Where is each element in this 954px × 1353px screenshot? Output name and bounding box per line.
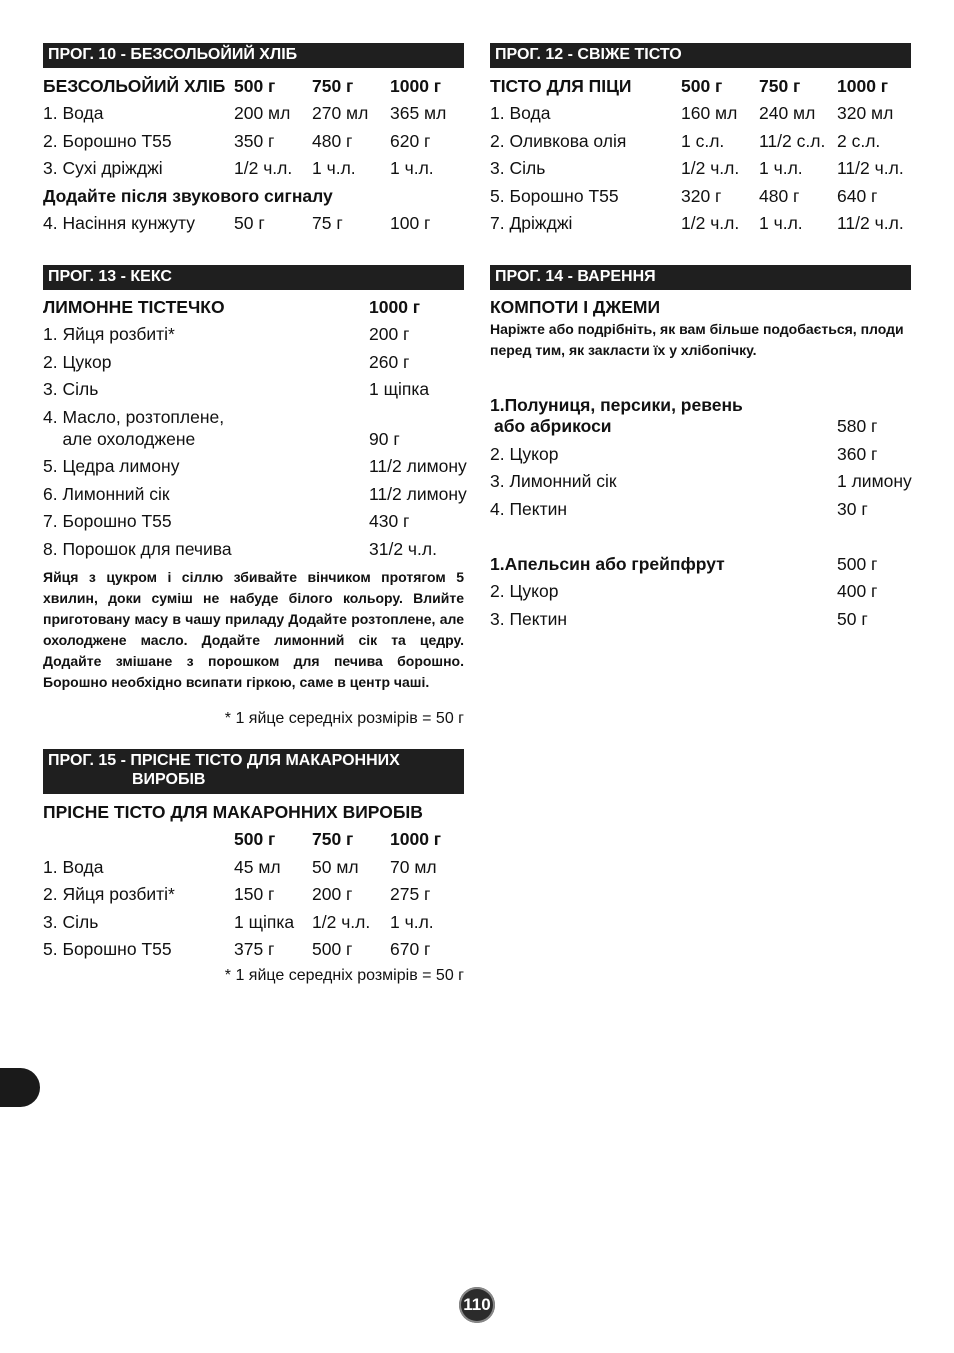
qty-500: 1 щіпка bbox=[234, 912, 295, 932]
qty-500: 350 г bbox=[234, 131, 275, 151]
prog13-header: ПРОГ. 13 - КЕКС bbox=[43, 265, 464, 290]
col-500: 500 г bbox=[234, 829, 276, 849]
col-750: 750 г bbox=[312, 76, 354, 96]
ingredient: 3. Сухі дріжджі bbox=[43, 158, 163, 178]
qty-500: 320 г bbox=[681, 186, 722, 206]
table-row bbox=[490, 414, 911, 438]
table-row bbox=[490, 607, 911, 631]
recipe-title-row bbox=[490, 295, 911, 319]
qty: 50 г bbox=[837, 609, 868, 629]
qty-1000: 90 г bbox=[369, 429, 400, 449]
qty-500: 1 с.л. bbox=[681, 131, 725, 151]
table-header-row bbox=[490, 74, 911, 98]
table-row bbox=[43, 937, 464, 961]
qty-1000: 2 с.л. bbox=[837, 131, 881, 151]
table-row bbox=[43, 454, 467, 478]
table-row bbox=[43, 377, 464, 401]
qty-500: 200 мл bbox=[234, 103, 291, 123]
qty-1000: 1 щіпка bbox=[369, 379, 430, 399]
recipe-title: ТІСТО ДЛЯ ПІЦИ bbox=[490, 76, 632, 96]
qty-750: 75 г bbox=[312, 213, 343, 233]
table-row bbox=[43, 405, 464, 429]
ingredient: 1. Вода bbox=[43, 103, 104, 123]
prog14-header: ПРОГ. 14 - ВАРЕННЯ bbox=[490, 265, 911, 290]
qty-500: 1/2 ч.л. bbox=[681, 213, 740, 233]
table-row bbox=[490, 211, 911, 235]
table-row bbox=[490, 552, 911, 576]
prog13-footnote: * 1 яйце середніх розмірів = 50 г bbox=[224, 710, 464, 727]
table-row bbox=[43, 322, 464, 346]
qty-1000: 11/2 лимону bbox=[369, 456, 467, 476]
ingredient: 4. Насіння кунжуту bbox=[43, 213, 196, 233]
section-subhead bbox=[43, 184, 464, 208]
table-row bbox=[490, 469, 911, 493]
ingredient: 1.Апельсин або грейпфрут bbox=[490, 554, 725, 574]
table-row bbox=[490, 579, 911, 603]
ingredient: 5. Цедра лимону bbox=[43, 456, 180, 476]
ingredient: 3. Сіль bbox=[43, 379, 99, 399]
qty-1000: 100 г bbox=[390, 213, 431, 233]
table-row bbox=[490, 129, 911, 153]
table-header-row bbox=[43, 74, 464, 98]
qty-1000: 1 ч.л. bbox=[390, 158, 434, 178]
qty-500: 1/2 ч.л. bbox=[234, 158, 293, 178]
prog13-instructions: Яйця з цукром і сіллю збивайте вінчиком протягом 5 хвилин, доки суміш не набуде білого кольору. Влийте приготовану масу в чашу приладу Додайте розтоплене, але охолоджене масло. Додайте лимонний сік та цедру. Додайте змішане з порошком для печива борошно. Борошно необхідно всипати гіркою, саме в центр чаші. bbox=[43, 569, 464, 690]
qty-750: 11/2 с.л. bbox=[759, 131, 826, 151]
col-1000: 1000 г bbox=[390, 76, 442, 96]
qty-750: 1 ч.л. bbox=[759, 213, 803, 233]
qty-1000: 365 мл bbox=[390, 103, 447, 123]
prog13-table bbox=[43, 295, 467, 735]
ingredient: 1. Вода bbox=[490, 103, 551, 123]
col-500: 500 г bbox=[681, 76, 723, 96]
ingredient: 4. Масло, розтоплене, bbox=[43, 407, 225, 427]
qty-1000: 670 г bbox=[390, 939, 431, 959]
qty-1000: 320 мл bbox=[837, 103, 894, 123]
prog15-header-line1: ПРОГ. 15 - ПРІСНЕ ТІСТО ДЛЯ МАКАРОННИХ bbox=[48, 752, 400, 769]
ingredient: 2. Цукор bbox=[490, 581, 559, 601]
qty-1000: 70 мл bbox=[390, 857, 437, 877]
qty-750: 50 мл bbox=[312, 857, 359, 877]
ingredient: 3. Сіль bbox=[43, 912, 99, 932]
prog12-header: ПРОГ. 12 - СВІЖЕ ТІСТО bbox=[490, 43, 911, 68]
ingredient: 3. Лимонний сік bbox=[490, 471, 617, 491]
qty: 30 г bbox=[837, 499, 868, 519]
prog15-table bbox=[43, 800, 464, 990]
ingredient: 5. Борошно Т55 bbox=[43, 939, 172, 959]
qty-750: 240 мл bbox=[759, 103, 816, 123]
table-row bbox=[43, 156, 464, 180]
table-row bbox=[43, 537, 464, 561]
ingredient: 6. Лимонний сік bbox=[43, 484, 170, 504]
table-row bbox=[43, 101, 464, 125]
ingredient: 7. Борошно Т55 bbox=[43, 511, 172, 531]
qty-1000: 200 г bbox=[369, 324, 410, 344]
qty-1000: 260 г bbox=[369, 352, 410, 372]
prog10-header: ПРОГ. 10 - БЕЗСОЛЬОЙИЙ ХЛІБ bbox=[43, 43, 464, 68]
table-row bbox=[43, 211, 464, 235]
ingredient: 2. Оливкова олія bbox=[490, 131, 627, 151]
qty-1000: 11/2 лимону bbox=[369, 484, 467, 504]
qty: 500 г bbox=[837, 554, 878, 574]
qty-500: 150 г bbox=[234, 884, 275, 904]
qty-1000: 31/2 ч.л. bbox=[369, 539, 437, 559]
qty-1000: 620 г bbox=[390, 131, 431, 151]
page-number: 110 bbox=[459, 1287, 495, 1323]
ingredient: 8. Порошок для печива bbox=[43, 539, 232, 559]
qty-750: 1/2 ч.л. bbox=[312, 912, 371, 932]
col-750: 750 г bbox=[759, 76, 801, 96]
qty-750: 1 ч.л. bbox=[312, 158, 356, 178]
qty: 360 г bbox=[837, 444, 878, 464]
qty-750: 480 г bbox=[759, 186, 800, 206]
table-row bbox=[43, 882, 464, 906]
qty-1000: 640 г bbox=[837, 186, 878, 206]
qty-1000: 430 г bbox=[369, 511, 410, 531]
col-1000: 1000 г bbox=[837, 76, 889, 96]
prog14-instructions: Наріжте або подрібніть, як вам більше подобається, плоди перед тим, як закласти їх у хлібопічку. bbox=[490, 321, 904, 358]
table-row bbox=[490, 184, 911, 208]
table-row bbox=[43, 482, 467, 506]
table-row bbox=[490, 442, 911, 466]
recipe-title: ЛИМОННЕ ТІСТЕЧКО bbox=[43, 297, 225, 317]
col-1000: 1000 г bbox=[390, 829, 442, 849]
col-1000: 1000 г bbox=[369, 297, 421, 317]
recipe-title: КОМПОТИ І ДЖЕМИ bbox=[490, 297, 661, 317]
qty: 400 г bbox=[837, 581, 878, 601]
qty-500: 1/2 ч.л. bbox=[681, 158, 740, 178]
ingredient: 3. Сіль bbox=[490, 158, 546, 178]
qty-1000: 11/2 ч.л. bbox=[837, 158, 904, 178]
recipe-title: БЕЗСОЛЬОЙИЙ ХЛІБ bbox=[43, 76, 226, 96]
qty-500: 50 г bbox=[234, 213, 265, 233]
table-row bbox=[43, 509, 464, 533]
ingredient: 7. Дріжджі bbox=[490, 213, 573, 233]
ingredient: але охолоджене bbox=[43, 429, 196, 449]
qty-750: 200 г bbox=[312, 884, 353, 904]
qty-750: 480 г bbox=[312, 131, 353, 151]
ingredient: 1.Полуниця, персики, ревень bbox=[490, 395, 743, 415]
ingredient: 1. Вода bbox=[43, 857, 104, 877]
table-row bbox=[43, 855, 464, 879]
subhead-text: Додайте після звукового сигналу bbox=[43, 186, 333, 206]
table-row bbox=[490, 101, 911, 125]
ingredient: 5. Борошно Т55 bbox=[490, 186, 619, 206]
qty-500: 45 мл bbox=[234, 857, 281, 877]
col-750: 750 г bbox=[312, 829, 354, 849]
ingredient: або абрикоси bbox=[494, 416, 612, 436]
ingredient: 2. Цукор bbox=[490, 444, 559, 464]
ingredient: 3. Пектин bbox=[490, 609, 568, 629]
qty-750: 500 г bbox=[312, 939, 353, 959]
qty-750: 1 ч.л. bbox=[759, 158, 803, 178]
ingredient: 2. Яйця розбиті* bbox=[43, 884, 175, 904]
table-row bbox=[43, 350, 464, 374]
qty-500: 375 г bbox=[234, 939, 275, 959]
table-row bbox=[490, 156, 911, 180]
qty-1000: 11/2 ч.л. bbox=[837, 213, 904, 233]
ingredient: 2. Цукор bbox=[43, 352, 112, 372]
col-500: 500 г bbox=[234, 76, 276, 96]
table-header-row bbox=[43, 827, 464, 851]
qty: 580 г bbox=[837, 416, 878, 436]
qty: 1 лимону bbox=[837, 471, 912, 491]
qty-1000: 1 ч.л. bbox=[390, 912, 434, 932]
prog15-header bbox=[43, 749, 464, 794]
qty-1000: 275 г bbox=[390, 884, 431, 904]
recipe-title-row bbox=[43, 800, 464, 824]
prog12-table bbox=[490, 74, 911, 244]
qty-750: 270 мл bbox=[312, 103, 369, 123]
ingredient: 4. Пектин bbox=[490, 499, 568, 519]
prog10-table bbox=[43, 74, 464, 244]
chapter-tab-marker bbox=[0, 1068, 40, 1107]
qty-500: 160 мл bbox=[681, 103, 738, 123]
table-row bbox=[43, 427, 464, 451]
prog15-header-line2: ВИРОБІВ bbox=[132, 771, 206, 788]
table-row bbox=[43, 129, 464, 153]
ingredient: 2. Борошно Т55 bbox=[43, 131, 172, 151]
prog15-footnote: * 1 яйце середніх розмірів = 50 г bbox=[224, 967, 464, 984]
table-row bbox=[490, 497, 911, 521]
ingredient: 1. Яйця розбиті* bbox=[43, 324, 175, 344]
table-row bbox=[43, 910, 464, 934]
recipe-title: ПРІСНЕ ТІСТО ДЛЯ МАКАРОННИХ ВИРОБІВ bbox=[43, 802, 423, 822]
prog14-table bbox=[490, 295, 911, 635]
table-header-row bbox=[43, 295, 464, 319]
